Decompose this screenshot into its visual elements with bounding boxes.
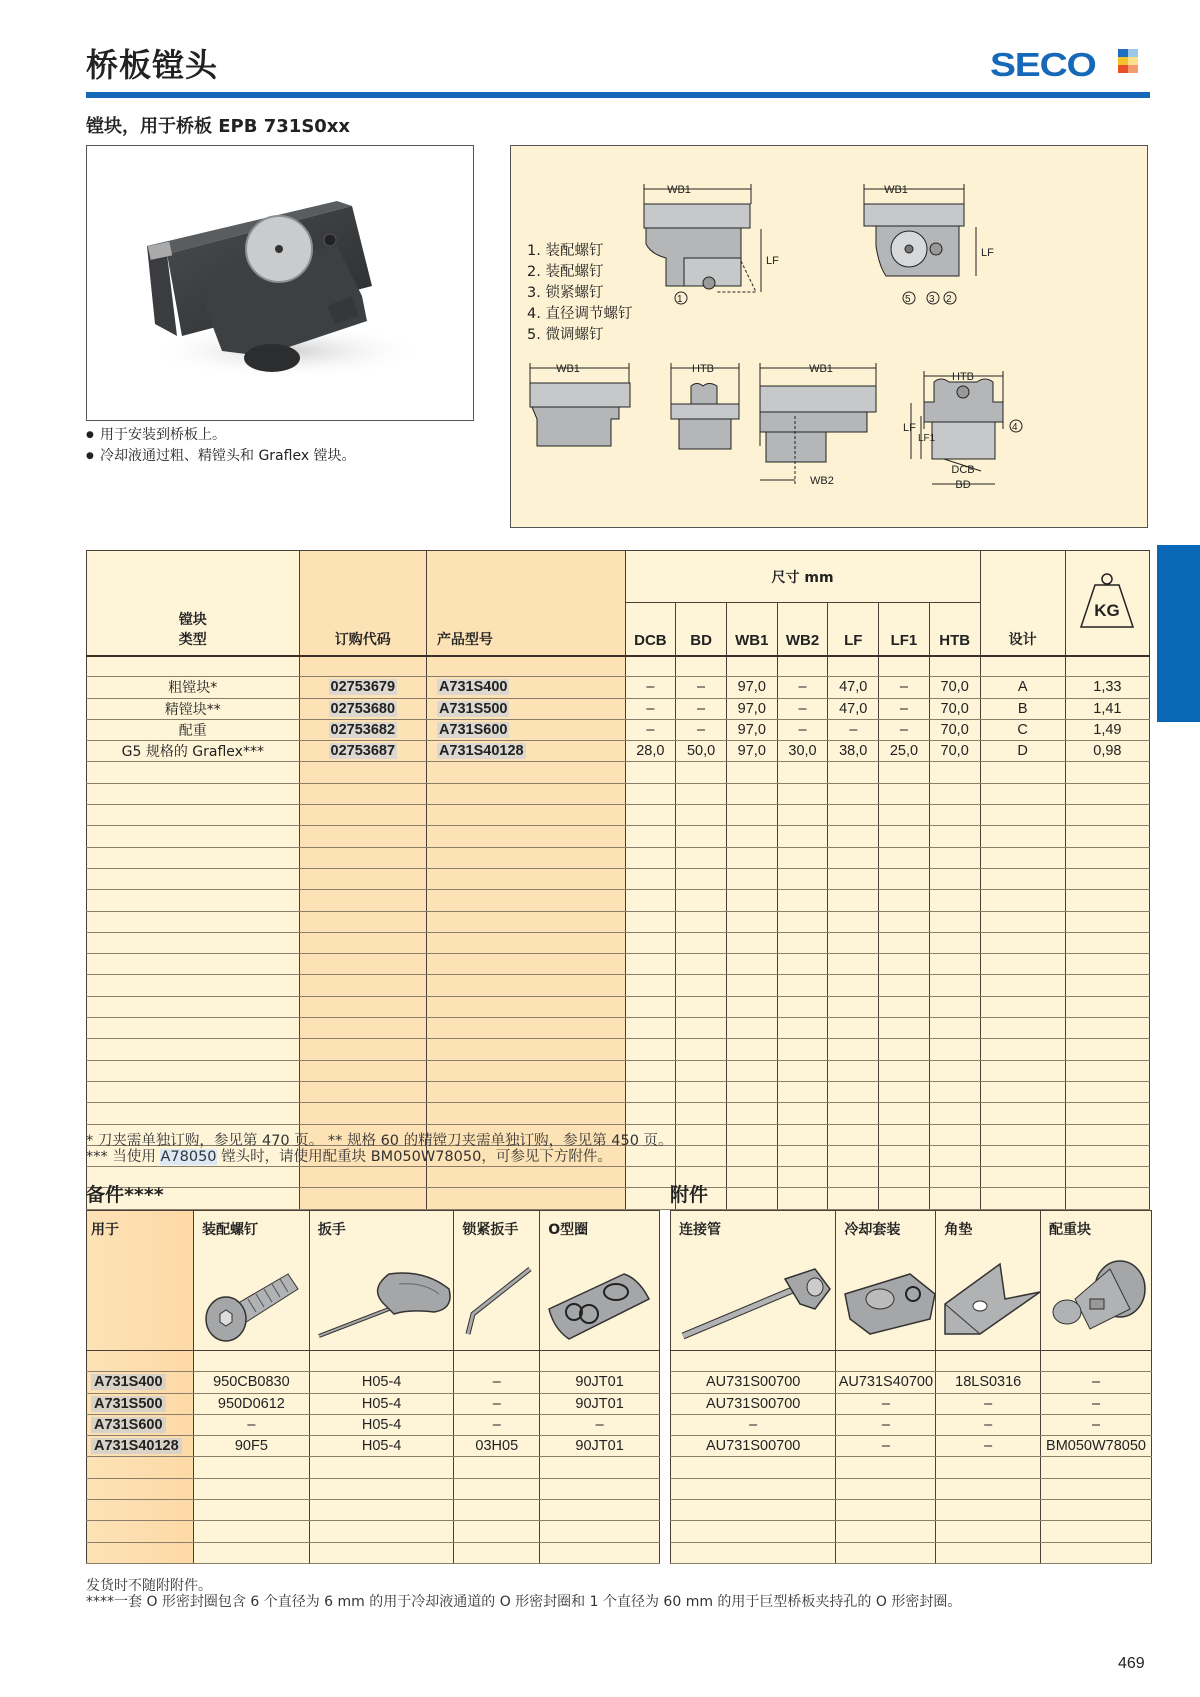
cell-model[interactable]: A731S500 — [426, 698, 625, 719]
table-row-empty — [87, 890, 1150, 911]
cell-dimension: – — [625, 719, 676, 740]
col-header-mounting-screw: 装配螺钉 — [193, 1211, 309, 1351]
cell-spare-part: – — [454, 1393, 540, 1414]
cell-weight: 1,41 — [1065, 698, 1149, 719]
svg-text:HTB: HTB — [952, 371, 974, 383]
cell-type: 配重 — [87, 719, 300, 740]
accessories-title: 附件 — [670, 1184, 709, 1206]
cell-weight: 0,98 — [1065, 741, 1149, 762]
table-row-empty — [671, 1500, 1152, 1521]
feature-item: ● 冷却液通过粗、精镗头和 Graflex 镗块。 — [86, 446, 356, 467]
table-row — [87, 1372, 660, 1393]
cell-design: A — [980, 677, 1065, 698]
col-header-model: 产品型号 — [426, 551, 625, 656]
cell-order-code[interactable]: 02753687 — [299, 741, 426, 762]
table-row — [87, 1414, 660, 1435]
cell-accessory: 18LS0316 — [936, 1372, 1041, 1393]
spare-parts-title: 备件**** — [86, 1184, 164, 1206]
cell-dimension: – — [828, 719, 879, 740]
cell-design: D — [980, 741, 1065, 762]
cell-spare-part: – — [454, 1372, 540, 1393]
cell-spare-part: 950D0612 — [193, 1393, 309, 1414]
cell-spare-part: H05-4 — [309, 1414, 454, 1435]
col-header-connector-pipe: 连接管 — [671, 1211, 836, 1351]
cell-dimension: – — [676, 698, 727, 719]
highlighted-model: A78050 — [160, 1149, 217, 1165]
cell-accessory: AU731S00700 — [671, 1372, 836, 1393]
col-header-counterweight: 配重块 — [1041, 1211, 1152, 1351]
table-row — [87, 719, 1150, 740]
t-wrench-icon — [314, 1254, 454, 1344]
cell-spare-part: 90JT01 — [540, 1436, 660, 1457]
col-header-wb2: WB2 — [777, 603, 828, 656]
table-row-empty — [87, 1521, 660, 1542]
table-row-empty — [87, 1018, 1150, 1039]
cell-spare-part: 90JT01 — [540, 1372, 660, 1393]
legend-item: 1. 装配螺钉 — [527, 243, 604, 259]
cell-order-code[interactable]: 02753680 — [299, 698, 426, 719]
col-header-angle-pad: 角垫 — [936, 1211, 1041, 1351]
table-row-empty — [671, 1478, 1152, 1499]
legend-item: 4. 直径调节螺钉 — [527, 306, 633, 322]
cell-accessory: AU731S00700 — [671, 1393, 836, 1414]
spare-parts-table — [86, 1210, 660, 1564]
cell-order-code[interactable]: 02753682 — [299, 719, 426, 740]
table-row — [671, 1372, 1152, 1393]
table-row — [87, 1393, 660, 1414]
table-row-empty — [87, 1542, 660, 1563]
cell-model[interactable]: A731S40128 — [426, 741, 625, 762]
hex-key-icon — [458, 1254, 538, 1344]
cell-design: C — [980, 719, 1065, 740]
cell-dimension: 28,0 — [625, 741, 676, 762]
table-row-empty — [87, 1039, 1150, 1060]
table-row-empty — [87, 1188, 1150, 1209]
cell-accessory: – — [836, 1414, 936, 1435]
table-row-empty — [87, 1478, 660, 1499]
cell-dimension: – — [777, 677, 828, 698]
cell-for-model[interactable]: A731S400 — [87, 1372, 194, 1393]
seco-logo — [990, 46, 1096, 84]
cell-dimension: 50,0 — [676, 741, 727, 762]
col-header-lf1: LF1 — [879, 603, 930, 656]
table-row-empty — [87, 954, 1150, 975]
svg-text:LF1: LF1 — [918, 433, 936, 444]
table-row-spacer — [87, 1351, 660, 1372]
cell-type: G5 规格的 Graflex*** — [87, 741, 300, 762]
table-row-empty — [87, 1500, 660, 1521]
footnote-2: *** 当使用 A78050 镗头时，请使用配重块 BM050W78050，可参见下方附件。 — [86, 1149, 612, 1165]
note-accessories-not-included: 发货时不随附附件。 — [86, 1578, 212, 1594]
col-header-lock-wrench: 锁紧扳手 — [454, 1211, 540, 1351]
svg-text:3: 3 — [929, 294, 935, 305]
cell-dimension: 70,0 — [929, 741, 980, 762]
cell-dimension: – — [879, 719, 930, 740]
cell-accessory: AU731S40700 — [836, 1372, 936, 1393]
svg-text:1: 1 — [677, 294, 683, 305]
cell-dimension: – — [777, 719, 828, 740]
cell-dimension: 97,0 — [726, 677, 777, 698]
table-row-empty — [87, 1103, 1150, 1124]
svg-text:WB1: WB1 — [556, 363, 580, 375]
cell-model[interactable]: A731S400 — [426, 677, 625, 698]
cell-spare-part: – — [454, 1414, 540, 1435]
col-header-bd: BD — [676, 603, 727, 656]
cell-order-code[interactable]: 02753679 — [299, 677, 426, 698]
cell-dimension: 97,0 — [726, 719, 777, 740]
col-header-htb: HTB — [929, 603, 980, 656]
cell-dimension: 70,0 — [929, 698, 980, 719]
cell-accessory: – — [836, 1393, 936, 1414]
cell-dimension: 47,0 — [828, 677, 879, 698]
accessories-table — [670, 1210, 1152, 1564]
table-row-empty — [87, 1167, 1150, 1188]
cell-for-model[interactable]: A731S40128 — [87, 1436, 194, 1457]
cell-dimension: – — [879, 677, 930, 698]
table-row-empty — [671, 1457, 1152, 1478]
cell-weight: 1,33 — [1065, 677, 1149, 698]
table-row-empty — [87, 762, 1150, 783]
table-row — [87, 698, 1150, 719]
technical-drawing-panel — [510, 145, 1148, 528]
svg-text:LF: LF — [903, 422, 916, 434]
table-row-empty — [87, 805, 1150, 826]
svg-text:BD: BD — [955, 479, 971, 491]
col-header-for: 用于 — [87, 1211, 194, 1351]
counterweight-icon — [1045, 1254, 1150, 1344]
cell-spare-part: H05-4 — [309, 1436, 454, 1457]
cell-spare-part: H05-4 — [309, 1372, 454, 1393]
bottom-notes — [86, 1578, 961, 1610]
cell-weight: 1,49 — [1065, 719, 1149, 740]
header-rule — [86, 92, 1150, 98]
svg-text:WB1: WB1 — [884, 184, 908, 196]
dimension-drawings-icon — [511, 146, 1149, 529]
boring-block-table — [86, 550, 1150, 1210]
boring-block-photo-icon — [87, 146, 474, 421]
coolant-kit-icon — [840, 1254, 940, 1344]
cell-accessory: – — [936, 1414, 1041, 1435]
legend-item: 5. 微调螺钉 — [527, 327, 604, 343]
cell-dimension: 97,0 — [726, 698, 777, 719]
section-side-tab[interactable] — [1157, 545, 1200, 722]
connector-pipe-icon — [675, 1254, 835, 1344]
cell-type: 粗镗块* — [87, 677, 300, 698]
cell-dimension: – — [625, 698, 676, 719]
col-header-order-code: 订购代码 — [299, 551, 426, 656]
cell-accessory: AU731S00700 — [671, 1436, 836, 1457]
table-row-empty — [671, 1521, 1152, 1542]
cell-accessory: – — [1041, 1414, 1152, 1435]
svg-text:LF: LF — [766, 255, 779, 267]
cell-spare-part: 90JT01 — [540, 1393, 660, 1414]
cell-design: B — [980, 698, 1065, 719]
col-header-wb1: WB1 — [726, 603, 777, 656]
cell-spare-part: 950CB0830 — [193, 1372, 309, 1393]
cell-spare-part: 90F5 — [193, 1436, 309, 1457]
svg-text:LF: LF — [981, 247, 994, 259]
table-row — [87, 741, 1150, 762]
table-row — [87, 677, 1150, 698]
col-header-design: 设计 — [980, 551, 1065, 656]
col-header-type: 镗块 类型 — [87, 551, 300, 656]
footnote-1: * 刀夹需单独订购，参见第 470 页。 ** 规格 60 的精镗刀夹需单独订购，参见第 450 页。 — [86, 1133, 673, 1149]
cell-type: 精镗块** — [87, 698, 300, 719]
table-row-empty — [87, 1457, 660, 1478]
svg-text:4: 4 — [1012, 422, 1018, 433]
svg-text:DCB: DCB — [951, 464, 975, 476]
cell-spare-part: – — [540, 1414, 660, 1435]
cell-dimension: – — [676, 677, 727, 698]
cell-accessory: – — [936, 1393, 1041, 1414]
col-header-dimensions: 尺寸 mm — [625, 551, 980, 603]
brand-name: SECO — [990, 46, 1096, 83]
cell-dimension: – — [676, 719, 727, 740]
cell-spare-part: – — [193, 1414, 309, 1435]
col-header-o-ring: O型圈 — [540, 1211, 660, 1351]
angle-pad-icon — [940, 1254, 1045, 1344]
cell-dimension: 47,0 — [828, 698, 879, 719]
cell-accessory: – — [936, 1436, 1041, 1457]
table-row-empty — [87, 1060, 1150, 1081]
o-ring-bag-icon — [544, 1254, 654, 1344]
svg-text:WB2: WB2 — [810, 475, 834, 487]
cell-for-model[interactable]: A731S500 — [87, 1393, 194, 1414]
table-row-empty — [87, 911, 1150, 932]
table-row-empty — [87, 996, 1150, 1017]
table-row — [671, 1436, 1152, 1457]
table-row-empty — [87, 932, 1150, 953]
cell-dimension: 30,0 — [777, 741, 828, 762]
table-row-spacer — [671, 1351, 1152, 1372]
cell-dimension: 97,0 — [726, 741, 777, 762]
cell-for-model[interactable]: A731S600 — [87, 1414, 194, 1435]
section-subtitle: 镗块，用于桥板 EPB 731S0xx — [86, 116, 351, 137]
table-row — [87, 1436, 660, 1457]
table-row-empty — [87, 783, 1150, 804]
legend-item: 3. 锁紧螺钉 — [527, 285, 604, 301]
table-row-spacer — [87, 656, 1150, 677]
cell-spare-part: 03H05 — [454, 1436, 540, 1457]
svg-text:5: 5 — [905, 294, 911, 305]
table-row-empty — [671, 1542, 1152, 1563]
screw-icon — [198, 1254, 308, 1344]
table-row — [671, 1414, 1152, 1435]
feature-list — [86, 425, 356, 467]
cell-dimension: 38,0 — [828, 741, 879, 762]
note-o-ring-set: ****一套 O 形密封圈包含 6 个直径为 6 mm 的用于冷却液通道的 O 形密封圈和 1 个直径为 60 mm 的用于巨型桥板夹持孔的 O 形密封圈。 — [86, 1594, 962, 1610]
table-row-empty — [87, 1081, 1150, 1102]
cell-accessory: – — [671, 1414, 836, 1435]
cell-dimension: 25,0 — [879, 741, 930, 762]
cell-dimension: – — [879, 698, 930, 719]
weight-kg-icon — [1077, 571, 1137, 627]
table-footnotes — [86, 1133, 673, 1165]
cell-dimension: 70,0 — [929, 719, 980, 740]
logo-mark-icon — [1118, 49, 1138, 73]
product-photo — [86, 145, 474, 421]
cell-model[interactable]: A731S600 — [426, 719, 625, 740]
svg-text:2: 2 — [946, 294, 952, 305]
table-row-empty — [87, 847, 1150, 868]
cell-accessory: – — [836, 1436, 936, 1457]
cell-accessory: – — [1041, 1372, 1152, 1393]
table-row-empty — [87, 868, 1150, 889]
cell-dimension: – — [777, 698, 828, 719]
col-header-wrench: 扳手 — [309, 1211, 454, 1351]
col-header-weight — [1065, 551, 1149, 656]
cell-spare-part: H05-4 — [309, 1393, 454, 1414]
cell-dimension: 70,0 — [929, 677, 980, 698]
svg-text:WB1: WB1 — [809, 363, 833, 375]
cell-dimension: – — [625, 677, 676, 698]
svg-text:KG: KG — [1094, 600, 1121, 620]
legend-item: 2. 装配螺钉 — [527, 264, 604, 280]
col-header-dcb: DCB — [625, 603, 676, 656]
table-row-empty — [87, 826, 1150, 847]
table-row-empty — [87, 975, 1150, 996]
cell-accessory: BM050W78050 — [1041, 1436, 1152, 1457]
svg-text:HTB: HTB — [692, 363, 714, 375]
col-header-lf: LF — [828, 603, 879, 656]
feature-item: ● 用于安装到桥板上。 — [86, 425, 356, 446]
page-title: 桥板镗头 — [86, 46, 219, 84]
table-row — [671, 1393, 1152, 1414]
cell-accessory: – — [1041, 1393, 1152, 1414]
svg-text:WB1: WB1 — [667, 184, 691, 196]
col-header-coolant-kit: 冷却套装 — [836, 1211, 936, 1351]
page-number: 469 — [1118, 1655, 1145, 1672]
